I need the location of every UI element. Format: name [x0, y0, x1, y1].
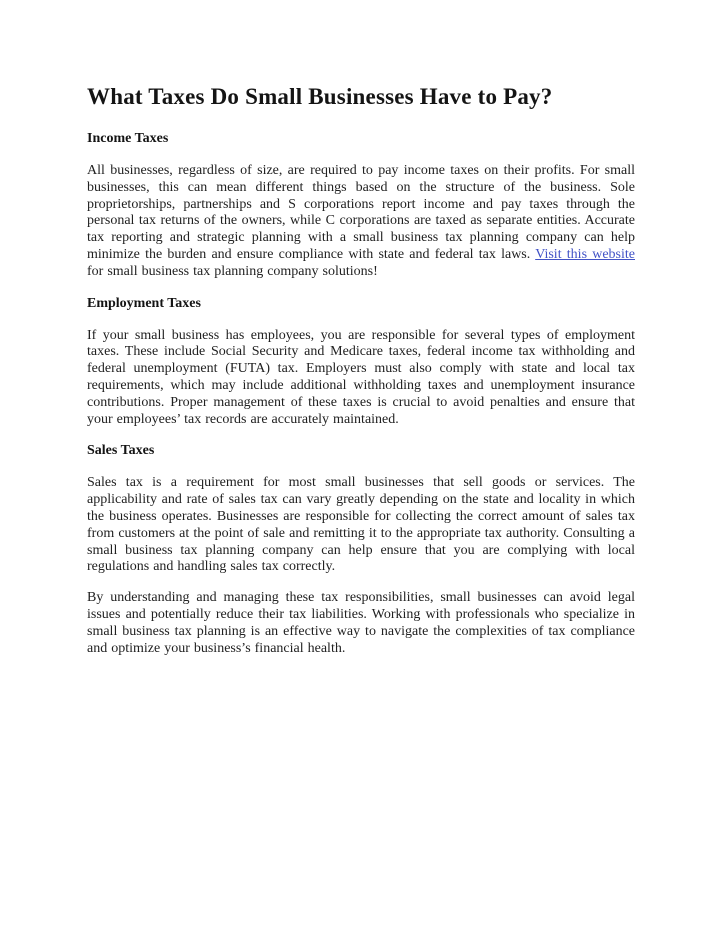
income-taxes-paragraph [87, 163, 635, 281]
employment-taxes-paragraph: If your small business has employees, you are responsible for several types of employment taxes. These include Social Security and Medicare taxes, federal income tax withholding and federal unemployment (FUTA) tax. Employers must also comply with state and local tax requirements, which may include additional withholding taxes and unemployment insurance contributions. Proper management of these taxes is crucial to avoid penalties and ensure that your employees’ tax records are accurately maintained. [87, 327, 635, 427]
section-heading-income-taxes: Income Taxes [87, 131, 169, 146]
visit-website-link[interactable]: Visit this website [535, 246, 635, 262]
closing-paragraph: By understanding and managing these tax responsibilities, small businesses can avoid legal issues and potentially reduce their tax liabilities. Working with professionals who specialize in small business tax planning is an effective way to navigate the complexities of tax compliance and optimize your business’s financial health. [87, 590, 635, 656]
sales-taxes-paragraph: Sales tax is a requirement for most small businesses that sell goods or services. The applicability and rate of sales tax can vary greatly depending on the state and locality in which the business operates. Businesses are responsible for collecting the correct amount of sales tax from customers at the point of sale and remitting it to the appropriate tax authority. Consulting a small business tax planning company can help ensure that you are complying with local regulations and handling sales tax correctly. [87, 475, 635, 575]
page-title: What Taxes Do Small Businesses Have to Pay? [87, 84, 553, 109]
section-heading-sales-taxes: Sales Taxes [87, 443, 155, 459]
income-paragraph-text-before-link: All businesses, regardless of size, are required to pay income taxes on their profits. For small businesses, this can mean different things based on the structure of the business. Sole proprietorships, partnerships and S corporations report income and pay taxes through the personal tax returns of the owners, while C corporations are taxed as separate entities. Accurate tax reporting and strategic planning with a small business tax planning company can help minimize the burden and ensure compliance with state and federal tax laws. [87, 163, 635, 262]
section-heading-employment-taxes: Employment Taxes [87, 295, 201, 311]
income-paragraph-text-after-link: for small business tax planning company solutions! [87, 263, 378, 279]
